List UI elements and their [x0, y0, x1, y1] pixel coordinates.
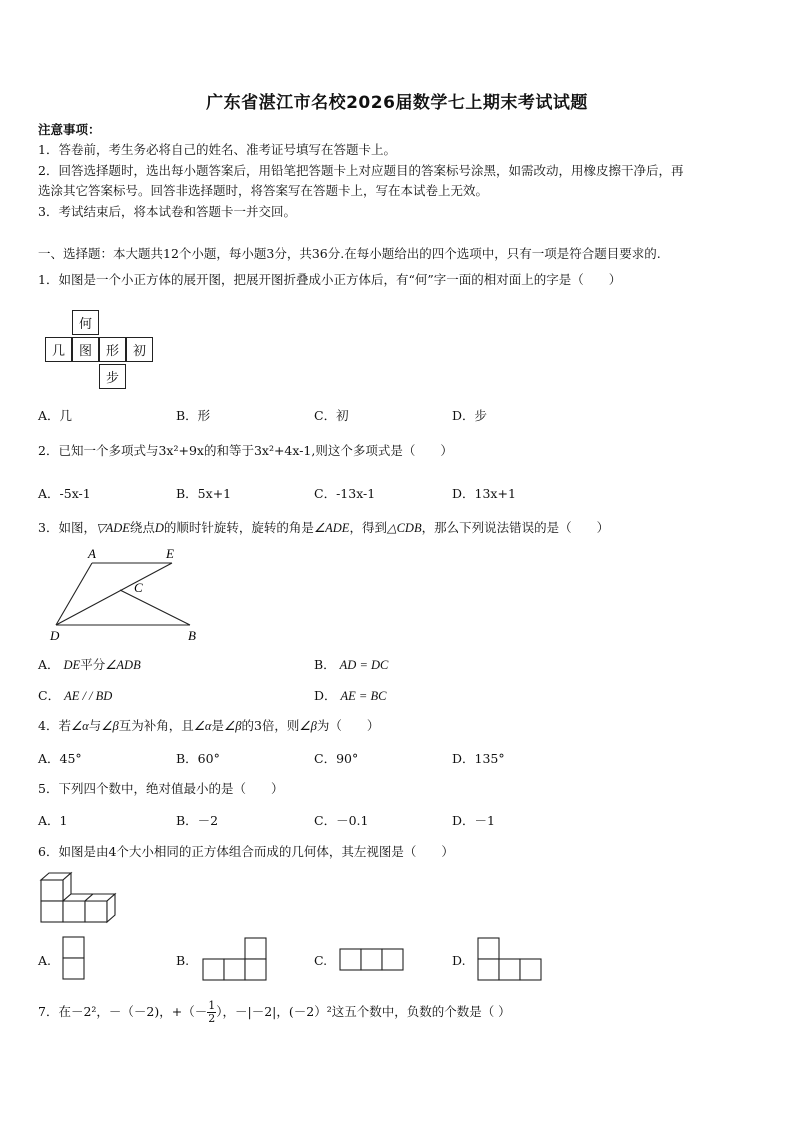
q1-stem: 1．如图是一个小正方体的展开图，把展开图折叠成小正方体后，有“何”字一面的相对面上的字是（ ） [38, 272, 622, 287]
q5-option-a[interactable]: A．1 [38, 813, 68, 828]
q1-option-b[interactable]: B．形 [176, 408, 211, 423]
q4-option-c[interactable]: C．90° [314, 751, 359, 766]
q2-option-a[interactable]: A．-5x-1 [38, 486, 91, 501]
q4-option-b[interactable]: B．60° [176, 751, 220, 766]
net-cell-bottom: 步 [99, 364, 126, 389]
q2-option-d[interactable]: D．13x+1 [452, 486, 516, 501]
net-cell-mid: 图 [72, 337, 99, 362]
q5-option-b[interactable]: B．－2 [176, 813, 219, 828]
point-label-E: E [166, 546, 174, 561]
q5-option-d[interactable]: D．－1 [452, 813, 495, 828]
net-cell-left: 几 [45, 337, 72, 362]
notice-item-2: 2．回答选择题时，选出每小题答案后，用铅笔把答题卡上对应题目的答案标号涂黑，如需改动，用橡皮擦干净后，再 [38, 163, 684, 178]
q5-option-c[interactable]: C．－0.1 [314, 813, 369, 828]
q6-option-a-label[interactable]: A. [38, 953, 52, 968]
point-label-A: A [88, 546, 96, 561]
q2-option-b[interactable]: B．5x+1 [176, 486, 232, 501]
page-title: 广东省湛江市名校2026届数学七上期末考试试题 [206, 93, 588, 113]
q3-option-d[interactable]: D． AE = BC [314, 688, 387, 703]
fraction-one-half: $\frac{1}{2}$ [208, 999, 216, 1025]
q3-option-c[interactable]: C． AE / / BD [38, 688, 113, 703]
q6-option-c-label[interactable]: C. [314, 953, 328, 968]
notice-item-3: 3．考试结束后，将本试卷和答题卡一并交回。 [38, 204, 296, 219]
q7-stem: 7．在－2²，－（－2)，+（－ $\frac{1}{2}$ ），－|－2|，(－2）²这五个数中，负数的个数是（ ） [38, 999, 511, 1025]
point-label-D: D [50, 628, 60, 643]
q3-stem: 3．如图，▽ADE绕点D的顺时针旋转，旋转的角是∠ADE，得到△CDB，那么下列说法错误的是（ ） [38, 520, 610, 535]
q6-stem: 6．如图是由4个大小相同的正方体组合而成的几何体，其左视图是（ ） [38, 844, 454, 859]
q4-option-a[interactable]: A．45° [38, 751, 82, 766]
q4-stem: 4．若∠α与∠β互为补角，且∠α是∠β的3倍，则∠β为（ ） [38, 718, 380, 733]
q1-option-a[interactable]: A．几 [38, 408, 73, 423]
q3-option-a[interactable]: A． DE平分∠ADB [38, 657, 141, 672]
net-cell-top: 何 [72, 310, 99, 335]
q5-stem: 5．下列四个数中，绝对值最小的是（ ） [38, 781, 284, 796]
q4-option-d[interactable]: D．135° [452, 751, 505, 766]
q1-option-d[interactable]: D．步 [452, 408, 488, 423]
q3-option-b[interactable]: B． AD = DC [314, 657, 389, 672]
q1-option-c[interactable]: C．初 [314, 408, 349, 423]
q6-option-d-label[interactable]: D. [452, 953, 466, 968]
notice-item-1: 1．答卷前，考生务必将自己的姓名、准考证号填写在答题卡上。 [38, 142, 396, 157]
notice-heading: 注意事项： [38, 122, 101, 137]
section-heading: 一、选择题：本大题共12个小题，每小题3分，共36分.在每小题给出的四个选项中，只有一项是符合题目要求的. [38, 246, 661, 261]
q6-option-b-label[interactable]: B. [176, 953, 190, 968]
point-label-B: B [188, 628, 196, 643]
net-cell-right2: 初 [126, 337, 153, 362]
q2-stem: 2．已知一个多项式与3x²+9x的和等于3x²+4x-1,则这个多项式是（ ） [38, 443, 453, 458]
notice-item-2-cont: 选涂其它答案标号。回答非选择题时，将答案写在答题卡上，写在本试卷上无效。 [38, 183, 489, 198]
point-label-C: C [134, 580, 143, 595]
net-cell-right1: 形 [99, 337, 126, 362]
q2-option-c[interactable]: C．-13x-1 [314, 486, 376, 501]
